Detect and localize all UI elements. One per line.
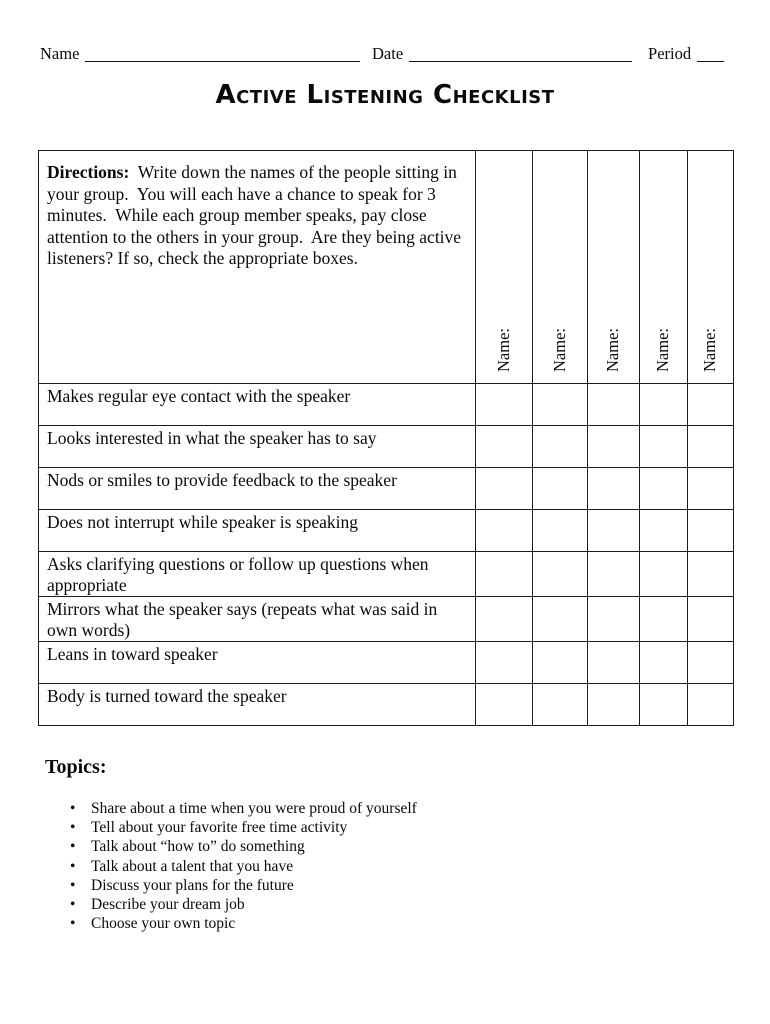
check-cell[interactable] — [688, 684, 734, 726]
period-blank-line[interactable] — [697, 49, 724, 62]
check-cell[interactable] — [588, 384, 640, 426]
checklist-table — [38, 150, 734, 726]
check-cell[interactable] — [476, 510, 533, 552]
checklist-item-label: Leans in toward speaker — [39, 642, 476, 684]
topics-list — [70, 799, 417, 933]
name-label: Name — [40, 44, 80, 63]
directions-label: Directions: — [47, 162, 130, 182]
name-column-header-3[interactable] — [588, 151, 640, 384]
form-header — [40, 44, 724, 64]
check-cell[interactable] — [533, 684, 588, 726]
topic-item: • Talk about “how to” do something — [70, 837, 417, 856]
check-cell[interactable] — [588, 597, 640, 642]
checklist-row-7 — [39, 642, 734, 684]
checklist-row-3 — [39, 468, 734, 510]
topic-item: • Talk about a talent that you have — [70, 857, 417, 876]
period-label: Period — [648, 44, 692, 63]
check-cell[interactable] — [476, 426, 533, 468]
check-cell[interactable] — [640, 426, 688, 468]
check-cell[interactable] — [476, 684, 533, 726]
check-cell[interactable] — [588, 642, 640, 684]
check-cell[interactable] — [688, 510, 734, 552]
date-label: Date — [372, 44, 404, 63]
check-cell[interactable] — [640, 552, 688, 597]
checklist-item-label: Makes regular eye contact with the speaker — [39, 384, 476, 426]
name-header-label: Name: — [549, 328, 569, 372]
page-title: Active Listening Checklist — [215, 80, 555, 110]
check-cell[interactable] — [533, 468, 588, 510]
name-header-label: Name: — [700, 328, 720, 372]
check-cell[interactable] — [533, 384, 588, 426]
checklist-row-2 — [39, 426, 734, 468]
directions-cell — [39, 151, 476, 384]
checklist-item-label: Looks interested in what the speaker has to say — [39, 426, 476, 468]
topic-item: • Discuss your plans for the future — [70, 876, 417, 895]
checklist-item-label: Body is turned toward the speaker — [39, 684, 476, 726]
name-header-label: Name: — [603, 328, 623, 372]
checklist-row-1 — [39, 384, 734, 426]
check-cell[interactable] — [476, 642, 533, 684]
check-cell[interactable] — [588, 468, 640, 510]
table-header-row — [39, 151, 734, 384]
topic-item: • Tell about your favorite free time activity — [70, 818, 417, 837]
check-cell[interactable] — [533, 597, 588, 642]
check-cell[interactable] — [476, 597, 533, 642]
check-cell[interactable] — [640, 597, 688, 642]
check-cell[interactable] — [588, 426, 640, 468]
topic-item: • Share about a time when you were proud of yourself — [70, 799, 417, 818]
check-cell[interactable] — [533, 426, 588, 468]
check-cell[interactable] — [688, 552, 734, 597]
checklist-item-label: Does not interrupt while speaker is speaking — [39, 510, 476, 552]
checklist-row-6 — [39, 597, 734, 642]
checklist-item-label: Nods or smiles to provide feedback to the speaker — [39, 468, 476, 510]
check-cell[interactable] — [688, 384, 734, 426]
check-cell[interactable] — [640, 642, 688, 684]
topic-item: • Describe your dream job — [70, 895, 417, 914]
checklist-item-label: Mirrors what the speaker says (repeats what was said in own words) — [39, 597, 476, 642]
date-blank-line[interactable] — [409, 49, 632, 62]
check-cell[interactable] — [688, 426, 734, 468]
name-column-header-2[interactable] — [533, 151, 588, 384]
check-cell[interactable] — [476, 552, 533, 597]
check-cell[interactable] — [588, 684, 640, 726]
name-header-label: Name: — [493, 328, 513, 372]
check-cell[interactable] — [588, 510, 640, 552]
check-cell[interactable] — [640, 384, 688, 426]
checklist-row-4 — [39, 510, 734, 552]
check-cell[interactable] — [640, 510, 688, 552]
check-cell[interactable] — [533, 552, 588, 597]
checklist-row-5 — [39, 552, 734, 597]
name-column-header-5[interactable] — [688, 151, 734, 384]
name-header-label: Name: — [653, 328, 673, 372]
checklist-item-label: Asks clarifying questions or follow up questions when appropriate — [39, 552, 476, 597]
check-cell[interactable] — [476, 384, 533, 426]
check-cell[interactable] — [640, 468, 688, 510]
check-cell[interactable] — [640, 684, 688, 726]
name-column-header-1[interactable] — [476, 151, 533, 384]
check-cell[interactable] — [533, 510, 588, 552]
name-blank-line[interactable] — [85, 49, 360, 62]
topic-item: • Choose your own topic — [70, 914, 417, 933]
check-cell[interactable] — [476, 468, 533, 510]
check-cell[interactable] — [688, 597, 734, 642]
name-column-header-4[interactable] — [640, 151, 688, 384]
topics-heading: Topics: — [45, 756, 107, 778]
directions-text: Write down the names of the people sitting in your group. You will each have a chance to speak for 3 minutes. While each group member speaks, pay close attention to the others in your group. Are they being active listeners? If so, check the appropriate boxes. — [47, 162, 466, 268]
check-cell[interactable] — [688, 642, 734, 684]
check-cell[interactable] — [533, 642, 588, 684]
check-cell[interactable] — [588, 552, 640, 597]
checklist-row-8 — [39, 684, 734, 726]
check-cell[interactable] — [688, 468, 734, 510]
